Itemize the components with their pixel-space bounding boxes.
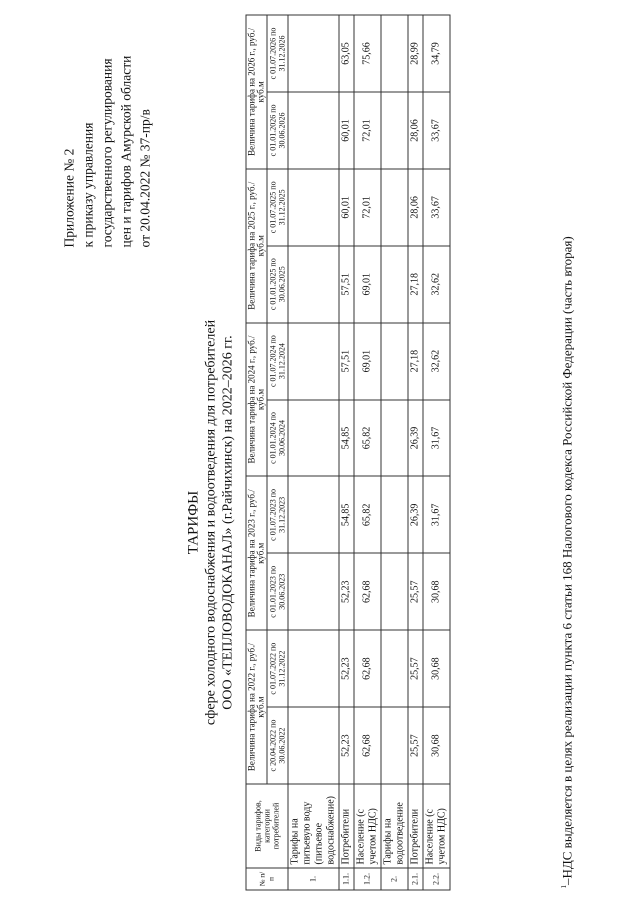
tariff-value: 30,68 [423, 553, 450, 630]
tariff-value: 27,18 [408, 246, 423, 323]
tariff-value: 31,67 [423, 400, 450, 477]
tariff-value [381, 92, 408, 169]
table-row [288, 15, 339, 890]
appendix-line: цен и тарифов Амурской области [118, 55, 134, 248]
appendix-line: к приказу управления [80, 122, 96, 248]
tariff-value: 33,67 [423, 92, 450, 169]
tariff-value [288, 553, 339, 630]
footnote-mark: 1 [560, 885, 569, 889]
table-row [354, 15, 381, 890]
row-category: Население (с учетом НДС) [423, 784, 450, 868]
column-header-period: с 20.04.2022 по 30.06.2022 [267, 707, 288, 784]
tariff-value [288, 169, 339, 246]
table-row [339, 15, 354, 890]
tariff-value: 30,68 [423, 630, 450, 707]
tariff-value: 63,05 [339, 15, 354, 92]
tariff-value: 72,01 [354, 92, 381, 169]
column-header-period: с 01.07.2022 по 31.12.2022 [267, 630, 288, 707]
table-header-row [246, 15, 267, 890]
appendix-header [60, 8, 155, 248]
tariff-value: 28,99 [408, 15, 423, 92]
tariff-value: 62,68 [354, 630, 381, 707]
tariff-value: 65,82 [354, 400, 381, 477]
table-row [381, 15, 408, 890]
appendix-line: от 20.04.2022 № 37-пр/в [137, 109, 153, 248]
tariff-value [381, 707, 408, 784]
tariff-value [288, 246, 339, 323]
document-title [186, 263, 237, 783]
tariff-value: 60,01 [339, 92, 354, 169]
column-header-period: с 01.01.2025 по 30.06.2025 [267, 246, 288, 323]
tariff-value: 52,23 [339, 630, 354, 707]
table-row [423, 15, 450, 890]
column-header-period: с 01.07.2024 по 31.12.2024 [267, 323, 288, 400]
tariff-value: 26,39 [408, 400, 423, 477]
tariff-value: 25,57 [408, 630, 423, 707]
column-header-period: с 01.07.2026 по 31.12.2026 [267, 15, 288, 92]
tariff-value [288, 323, 339, 400]
column-header-period: с 01.01.2023 по 30.06.2023 [267, 553, 288, 630]
column-header-year: Величина тарифа на 2022 г., руб./куб.м [246, 630, 267, 784]
tariff-value: 54,85 [339, 400, 354, 477]
tariff-value: 27,18 [408, 323, 423, 400]
footnote [560, 9, 576, 889]
appendix-line: государственного регулирования [99, 58, 115, 248]
column-header-period: с 01.01.2024 по 30.06.2024 [267, 400, 288, 477]
row-number: 2. [381, 868, 408, 890]
tariff-value: 30,68 [423, 707, 450, 784]
appendix-line: Приложение № 2 [61, 148, 77, 248]
tariff-value: 25,57 [408, 707, 423, 784]
tariff-value [381, 630, 408, 707]
tariff-value: 69,01 [354, 323, 381, 400]
tariff-value: 57,51 [339, 246, 354, 323]
column-header-type: Виды тарифов, категории потребителей [246, 784, 288, 868]
tariff-value [288, 92, 339, 169]
column-header-period: с 01.07.2025 по 31.12.2025 [267, 169, 288, 246]
tariff-value [288, 400, 339, 477]
tariff-value: 32,62 [423, 246, 450, 323]
column-header-period: с 01.07.2023 по 31.12.2023 [267, 476, 288, 553]
tariff-value: 62,68 [354, 553, 381, 630]
tariff-value [381, 323, 408, 400]
tariff-value: 60,01 [339, 169, 354, 246]
title-main: ТАРИФЫ [185, 490, 202, 555]
row-number: 2.2. [423, 868, 450, 890]
tariff-value: 72,01 [354, 169, 381, 246]
tariff-value [381, 400, 408, 477]
table-header-row [267, 15, 288, 890]
tariff-value: 69,01 [354, 246, 381, 323]
row-category: Население (с учетом НДС) [354, 784, 381, 868]
tariff-value: 31,67 [423, 476, 450, 553]
row-category: Потребители [408, 784, 423, 868]
column-header-year: Величина тарифа на 2023 г., руб./куб.м [246, 476, 267, 630]
tariff-value [381, 15, 408, 92]
row-category: Потребители [339, 784, 354, 868]
tariff-value: 57,51 [339, 323, 354, 400]
tariff-value: 52,23 [339, 707, 354, 784]
row-category: Тарифы на питьевую воду (питьевое водоснабжение) [288, 784, 339, 868]
row-number: 2.1. [408, 868, 423, 890]
column-header-number: № п/п [246, 868, 288, 890]
tariff-value: 62,68 [354, 707, 381, 784]
tariff-value: 25,57 [408, 553, 423, 630]
column-header-period: с 01.01.2026 по 30.06.2026 [267, 92, 288, 169]
tariff-value [288, 476, 339, 553]
tariff-value [381, 476, 408, 553]
table-row [408, 15, 423, 890]
title-subtitle: ООО «ТЕПЛОВОДОКАНАЛ» (г.Райчихинск) на 2022–2026 гг. [220, 335, 236, 710]
column-header-year: Величина тарифа на 2026 г., руб./куб.м [246, 15, 267, 169]
tariff-value [288, 630, 339, 707]
tariff-value: 28,06 [408, 92, 423, 169]
tariff-value: 28,06 [408, 169, 423, 246]
column-header-year: Величина тарифа на 2024 г., руб./куб.м [246, 323, 267, 477]
tariff-value: 65,82 [354, 476, 381, 553]
tariff-value: 52,23 [339, 553, 354, 630]
document-page [0, 3, 640, 903]
tariff-value: 54,85 [339, 476, 354, 553]
tariff-value [381, 169, 408, 246]
tariff-value: 75,66 [354, 15, 381, 92]
row-category: Тарифы на водоотведение [381, 784, 408, 868]
tariff-value: 34,79 [423, 15, 450, 92]
tariff-value: 33,67 [423, 169, 450, 246]
title-subtitle: сфере холодного водоснабжения и водоотведения для потребителей [203, 319, 219, 726]
row-number: 1.2. [354, 868, 381, 890]
tariff-value [381, 246, 408, 323]
tariff-table [246, 15, 451, 891]
footnote-text: –НДС выделяется в целях реализации пункта 6 статьи 168 Налогового кодекса Российской Федерации (часть вторая) [559, 236, 575, 885]
row-number: 1. [288, 868, 339, 890]
column-header-year: Величина тарифа на 2025 г., руб./куб.м [246, 169, 267, 323]
tariff-value [288, 707, 339, 784]
tariff-value: 32,62 [423, 323, 450, 400]
tariff-value [288, 15, 339, 92]
row-number: 1.1. [339, 868, 354, 890]
tariff-value [381, 553, 408, 630]
tariff-value: 26,39 [408, 476, 423, 553]
